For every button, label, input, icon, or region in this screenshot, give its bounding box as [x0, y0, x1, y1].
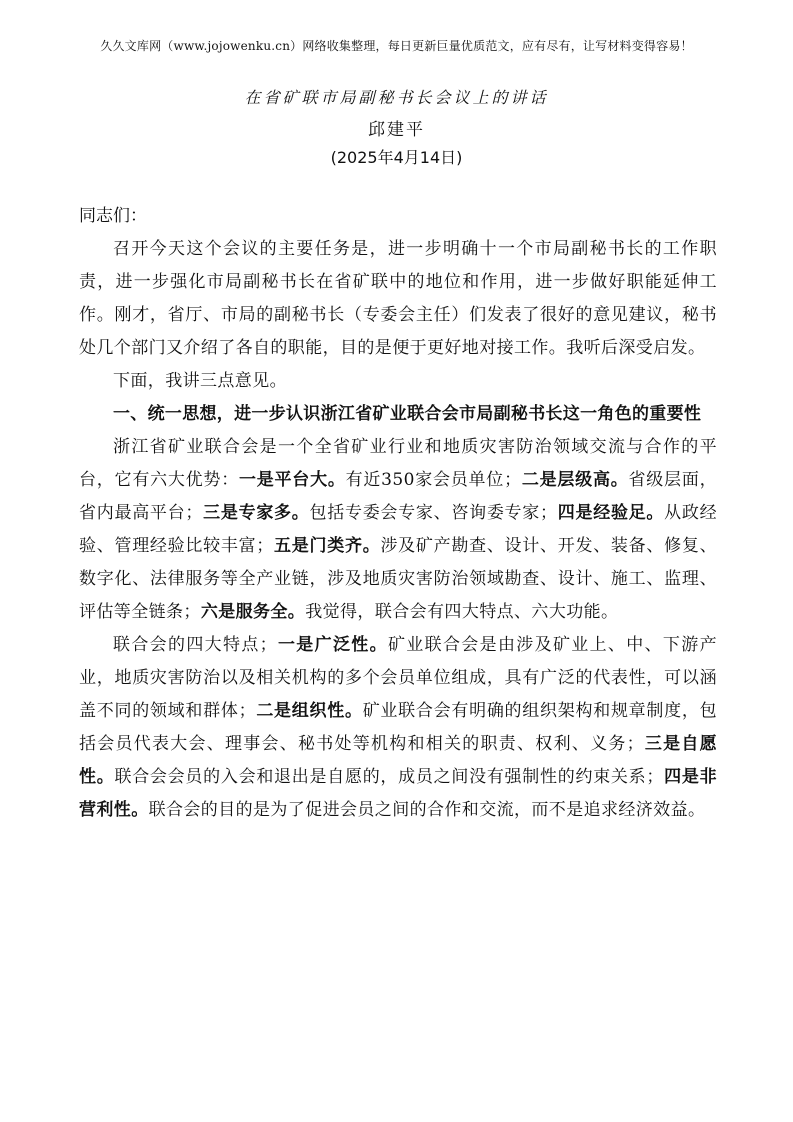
- bold-run: 三是自愿性。: [79, 734, 717, 787]
- text-run: 矿业联合会是由涉及矿业上、中、下游产业，地质灾害防治以及相关机构的多个会员单位组成，具有广泛的代表性，可以涵盖不同的领域和群体；: [79, 635, 717, 721]
- author-name: 邱建平: [368, 120, 425, 140]
- paragraph-features: [79, 629, 717, 827]
- text-run: 从政经验、管理经验比较丰富；: [79, 503, 718, 556]
- text-run: 联合会的四大特点；: [113, 635, 278, 655]
- text-run: 包括专委会专家、咨询委专家；: [309, 503, 558, 523]
- paragraph-advantages: [79, 431, 717, 629]
- bold-run: 二是组织性。: [255, 701, 363, 721]
- text-run: 联合会的目的是为了促进会员之间的合作和交流，而不是追求经济效益。: [148, 800, 706, 820]
- text-run: 矿业联合会有明确的组织架构和规章制度，包括会员代表大会、理事会、秘书处等机构和相关的职责、权利、义务；: [79, 701, 717, 754]
- text-run: 我觉得，联合会有四大特点、六大功能。: [305, 602, 619, 622]
- paragraph-intro: 召开今天这个会议的主要任务是，进一步明确十一个市局副秘书长的工作职责，进一步强化市局副秘书长在省矿联中的地位和作用，进一步做好职能延伸工作。刚才，省厅、市局的副秘书长（专委会主任）们发表了很好的意见建议，秘书处几个部门又介绍了各自的职能，目的是便于更好地对接工作。我听后深受启发。: [79, 239, 717, 358]
- document-body: [79, 200, 717, 827]
- text-run: 有近350家会员单位；: [345, 470, 522, 490]
- bold-run: 一是平台大。: [238, 470, 346, 490]
- page-header: 久久文库网（www.jojowenku.cn）网络收集整理，每日更新巨量优质范文，应有尽有，让写材料变得容易！: [100, 39, 693, 53]
- text-run: 联合会会员的入会和退出是自愿的，成员之间没有强制性的约束关系；: [114, 767, 664, 787]
- section-heading-1: 一、统一思想，进一步认识浙江省矿业联合会市局副秘书长这一角色的重要性: [113, 404, 702, 424]
- bold-run: 三是专家多。: [202, 503, 310, 523]
- speech-date: (2025年4月14日): [330, 148, 463, 167]
- document-title: 在省矿联市局副秘书长会议上的讲话: [244, 88, 549, 107]
- text-run: 涉及矿产勘查、设计、开发、装备、修复、数字化、法律服务等全产业链，涉及地质灾害防治领域勘查、设计、施工、监理、评估等全链条；: [79, 536, 717, 622]
- paragraph-outline: 下面，我讲三点意见。: [113, 371, 287, 391]
- bold-run: 一是广泛性。: [277, 635, 388, 655]
- text-run: 浙江省矿业联合会是一个全省矿业行业和地质灾害防治领域交流与合作的平台，它有六大优势：: [79, 437, 717, 490]
- bold-run: 六是服务全。: [200, 602, 306, 622]
- bold-run: 五是门类齐。: [273, 536, 381, 556]
- bold-run: 四是非营利性。: [79, 767, 717, 820]
- text-run: 省级层面，省内最高平台；: [79, 470, 717, 523]
- greeting: 同志们：: [79, 206, 147, 226]
- bold-run: 四是经验足。: [557, 503, 665, 523]
- bold-run: 二是层级高。: [521, 470, 629, 490]
